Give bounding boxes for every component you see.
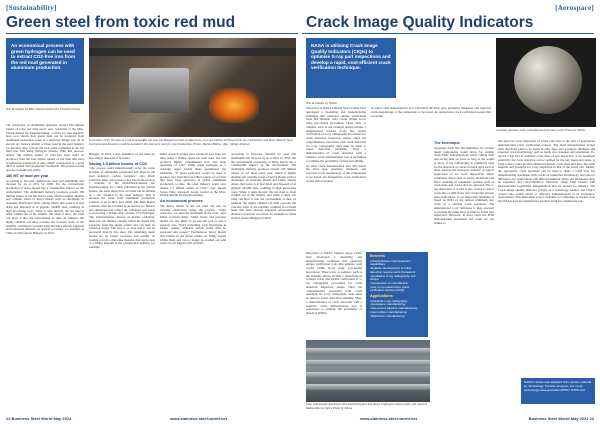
paragraph: Innovators at NASA Johnson Space Center have developed a modelling and manufacturing technique that generates unique verification tools that emulate weld cracks within X-ray setup part-testing procedures. These tools, or samples, such as the example shown include a manufactured cracked crack, also enable verification of x-ray radiography procedures for crack detection inspection setups. Once the comprehensive associated with crack detection via x-ray radiography steps must be taken to assess detection reliability. Thus, a demonstration of crack detection with a sensitive crack demonstration tool is performed to estimate the probability of detection (POD). [306, 107, 366, 163]
paragraph: "Our process could simultaneously solve the waste problem of aluminium production and improve the steel industry's carbon footprint," says Matic Jovičević-Klug, who played a key role in the work as a scientist at the Max-Planck-Institut für Eisenforschung. In a study published in the journal Nature, the team shows how red mud can be utilised as a raw material in the steel industry. This is because the waste from aluminium production consists of up to 60% iron oxide. The Max-Planck scientists melt the red mud in an electric arc furnace and simultaneously reduce the contained iron oxide to iron using a plasma that contains 10% hydrogen. The transformation, known as plasma reduction, takes just ten minutes, during which the liquid iron separates from the liquid oxides and can then be extracted easily. The iron is so pure that it can be processed directly into steel. The remaining metal oxides are no longer corrosive and solidify on cooling to form a glass-like material that can be used as a filling material in the construction industry, for example. [89, 166, 155, 249]
paragraph: that used for x-ray inspection of actual parts due to the lack of appropriate demonstration crack verification toolsets. The ideal demonstration toolset shall match the parts to be tested in alloy type, part geometry, thickness and expected crack morphology such as depth, size, loneness and orientation. If a typical CIQI tool is available at the time of part inspection, x-ray technique sensitivity for crack detection can be verified for the part inspection setup. A CIQI toolset could provide simulated known crack sizes and have the same material and geometry for x-ray inspection to that of the actual part. Ideally, the appropriate crack specimen can be used to make a CIQI tool, but manufacturing specimens with cracks of controlled morphology and size for different x-ray applications with different material alloys and thicknesses may be expensive and cost-prohibitive. Therefore, cheap CIQI toolsets with measurements capabilities demonstration may be desired for industry. The Crack Image Quality Indicator (CIQI), as a technology enabler, lets CIQI-2 owners take certain model or reference demonstrations in an economical environment. This innovation is now available for companies to license; note that NASA does not manufacture products itself for commercial sale. [498, 140, 595, 203]
footer-page-right: Business Steel World May 2024 23 [528, 416, 594, 421]
standfirst: NASA is utilising Crack Image Quality Indicators (CIQIs) to optimise X-ray part inspections and develop a rapid, cost-efficient crack verification technique. [306, 38, 396, 98]
byline: Text & images by NASA [306, 101, 337, 105]
photo-vehicle [129, 68, 189, 113]
paragraph: The heavy metals in the red mud can also be virtually neutralised using the process. "After reduction, we detected chromium in the iron," says Matic Jovičević-Klug. "Other heavy and precious metals are also likely to go into the iron or into a separate area. That's something we'll investigate in further studies. Valuable metals could then be separated and reused." Furthermore, heavy metals that remain in the metal oxides are firmly bound within them and can no longer be washed out with water, as can happen with red mud. [160, 203, 226, 246]
photo-beam [89, 48, 296, 56]
list-item: • Qualitative X-ray radiography cell setups [370, 275, 424, 282]
paragraph: Other research groups have produced iron from red mud using a similar approach with coke, but this produces highly contaminated iron and large quantities of CO2. Using green hydrogen as a reducing agent avoids these greenhouse gas emissions. "If green hydrogen would be used to produce iron from the four billion tonnes of red mud that have been generated in global aluminium production to date, the steel industry could save almost 1.5 billion tonnes of CO2," says Isnaldi Souza Filho, Research Group Leader at the Max-Planck-Institut für Eisenforschung. [160, 153, 226, 198]
text-column-1 [6, 124, 84, 412]
list-item: • Gas turbine manufacturing [370, 311, 424, 315]
specimen-sphere [514, 46, 582, 114]
weld-tube [306, 372, 430, 378]
benefits-title: Benefits [370, 254, 385, 258]
photo-caption: A testing specimen with a manufactured circular crack. Photo by NASA. [496, 128, 586, 132]
benefits-list [370, 260, 424, 293]
crack-specimen-photo [496, 38, 596, 127]
paragraph: represents each flex discontinuities for various metal components would allow for reliable crack POD demonstrations while cutting time and saving time on years as long as the weeks or more. X-ray radiography is commonly used for the detection of cracks in metal parts such as those used in the aerospace industry. A typical application is for weld inspections where volumetric flaws such as pores, inclusions and flaws resulting in volumetric features such as crack-leak, and cracks and are detected. The x-ray inspection of cracks is also crucial to detect crack-like or tight flaws and cracks that present tense indications. X-ray inspection reliability is based on POD of the desired minimum size crack of a suitable crack specimen. The demonstrated x-ray technique is then assessed to provide the same level of POD to actual part inspection. However, in most cases the POD demonstration specimens and setup are not similar to [434, 145, 494, 225]
weld-samples-photo [306, 340, 430, 402]
text-column-3 [498, 140, 595, 375]
text-column-3 [160, 153, 226, 412]
list-item: • Enables development of crack detection requirements framework [370, 267, 424, 274]
title-rule [6, 33, 298, 34]
red-mud-photo [89, 38, 296, 137]
list-item: • Characterises crack detection capabilities [370, 260, 424, 267]
weld-tube [306, 384, 430, 390]
standfirst: An economical process with green hydrogen can be used to extract CO2-free iron from the red mud generated in aluminium production. [6, 38, 84, 104]
photo-glow [209, 88, 259, 123]
weld-tube [306, 360, 430, 366]
paragraph: According to forecasts, demand for steel and aluminium will increase by up to 60% by 2050. Yet the conventional production of these metals has a considerable impact on the environment. The aluminium industry produces around 180 million tonnes of red mud every year, which is highly alkaline and contains traces of heavy metals such as chromium. In Australia, Brazil and China, among others, that waste is at best dried and disposed of in gigantic landfill sites, resulting in high processing costs. When it rains heavily, the red mud is often washed out of the landfill, and when it dries, the wind can blow it into the environment as dust. In addition, the highly alkaline red mud corrodes the concrete walls of the landfills, resulting in red mud leaks that have already triggered environmental disasters on several occasions, for example in China in 2012 and in Hungary in 2010. [231, 153, 296, 220]
paragraph: As ideal crack demonstration tool will match the alloy type, geometry, thickness, and expected crack morphology of the components to be tested. An inexpensive crack verification toolset that accurately [306, 163, 366, 183]
article-title: Green steel from toxic red mud [6, 14, 236, 31]
paragraph: According to forecasts, demand for steel and aluminium will increase by up to 60% by 2050. Yet the conventional production of these metals has a considerable impact on the environment. The aluminium industry produces around 180 million tonnes of red mud every year, which is highly alkaline and contains traces of heavy metals such as chromium. In Australia, Brazil and China, among others, that waste is at best dried and disposed of in gigantic landfill sites, resulting in high processing costs. When it rains heavily, the red mud is often washed out of the landfill, and when it dries, the wind can blow it into the environment as dust. In addition, the highly alkaline red mud corrodes the concrete walls of the landfills, resulting in red mud leaks that have already triggered environmental disasters on several occasions, for example in China in 2012 and in Hungary in 2010. [6, 178, 84, 235]
applications-title: Applications [370, 294, 393, 299]
title-rule [302, 33, 594, 34]
footer-url: www.stainless-steel-world.net [360, 416, 417, 421]
list-item: • Industrial x-ray radiography [370, 300, 424, 304]
footer-url: www.stainless-steel-world.net [170, 416, 227, 421]
subheading: 180 MT of mud per year [6, 173, 49, 178]
section-tag: [Sustainability] [6, 4, 57, 12]
photo-caption: In October 2015, the dam of a red mud landfill site near the Hungarian town of Ajka burst; over one million m3 flowed into the environment and River Marcal. Such environmental disasters could be avoided if the mud were used for steel production. Photo: Marton Hollos / dpa / picture alliance. [89, 138, 294, 146]
text-column-2 [89, 153, 155, 412]
list-item: • Aerospace manufacturing [370, 303, 424, 307]
source-note-box: NASA's article was adapted from source material by Technology Transfer program. For more: technology.nasa.gov/patent/MSC-TOPS-114 [521, 378, 595, 404]
right-page [300, 0, 600, 424]
text-column-1c [306, 252, 362, 337]
weld-tube [306, 348, 430, 354]
list-item: • Inexpensive to manufacture [370, 282, 424, 286]
text-column-1 [306, 107, 366, 250]
subheading: An economical process [160, 199, 203, 203]
list-item: • Weldment manufacturing [370, 315, 424, 319]
paragraph: The production of aluminium generates around 180 million tonnes of toxic red mud every year. Scientists at the Max-Planck-Institut für Eisenforschung, a centre for iron research, have now shown how green steel can be produced from aluminium production waste in a relatively simple way. In an electric arc furnace similar to those used in the steel industry for decades, they convert the iron oxide contained in the red mud into iron using hydrogen plasma. With this process, almost 700 million tonnes of CO2-free steel could be produced from the four billion tonnes of red mud that have accumulated worldwide to date, which corresponds to a good third of annual steel production worldwide. The process would also be economically viable. [6, 124, 84, 172]
footer-page-left: 22 Business Steel World May 2024 [6, 416, 72, 421]
list-item: • Gas and oil pipeline manufacturing [370, 307, 424, 311]
applications-list [370, 300, 424, 319]
photo-caption: Tube weld sample specimens with small drill pores and (large single-pore defects (left), and result of Radon defects (right). Photo by NASA. [306, 402, 427, 410]
section-tag: [Aerospace] [555, 4, 594, 12]
byline: Text & images by Max-Planck-Institut für Eisenforschung [6, 107, 80, 111]
list-item: • Use of non-destructive crack verification devices (CIQI) [370, 286, 424, 293]
paragraph: Hungary in 2010. Large quantities of red mud are also simply disposed of in nature. [89, 153, 155, 160]
article-title: Crack Image Quality Indicators [306, 14, 534, 31]
paragraph: Innovators at NASA Johnson Space Center have developed a modelling and manufacturing technique that generates unique verification tools that emulate weld cracks within X-ray setup part-testing procedures. These tools, or samples, such as the example shown include a manufactured cracked crack, also enable verification of x-ray radiography procedures for crack detection inspection setups. Once the comprehensive associated with crack detection via x-ray radiography steps must be taken to assess detection reliability. Thus, a demonstration of crack detection with a sensitive crack demonstration tool is performed to estimate the probability of detection (POD). [306, 252, 362, 315]
subheading: Saving 1.5 billion tonnes of CO2 [89, 161, 148, 166]
text-column-2 [434, 140, 494, 402]
paragraph: As ideal crack demonstration tool will match the alloy type, geometry, thickness, and expected crack morphology of the components to be tested. An inexpensive crack verification toolset that accurately [371, 107, 491, 118]
benefits-box [366, 252, 428, 337]
text-column-4 [231, 153, 296, 412]
subheading: The technique [434, 141, 460, 145]
